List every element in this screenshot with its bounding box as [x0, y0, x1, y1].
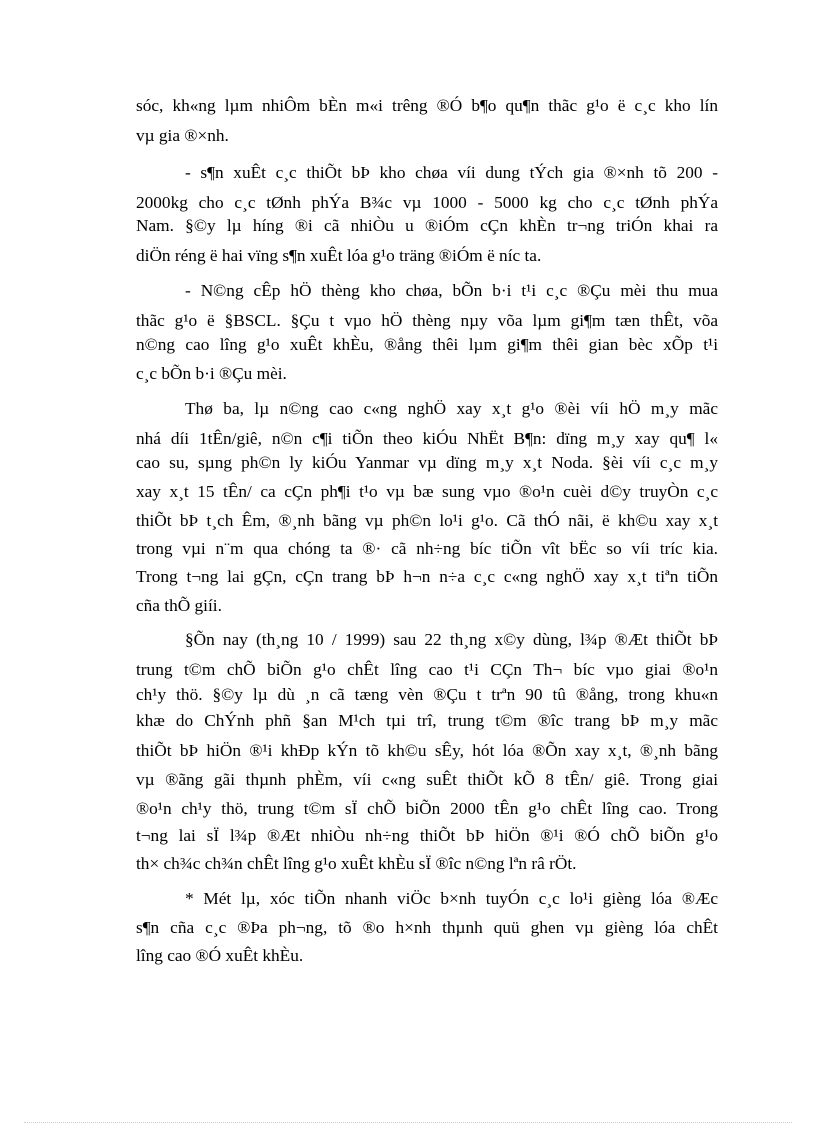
text-line: Nam. §©y lµ híng ®i cã nhiÒu u ®iÓm cÇn khÈn tr¬ng triÓn khai ra — [136, 216, 718, 235]
text-line: trung t©m chÕ biÕn g¹o chÊt lîng cao t¹i CÇn Th¬ bíc vµo giai ®o¹n — [136, 660, 718, 679]
text-line: khæ do ChÝnh phñ §an M¹ch tµi trî, trung t©m ®îc trang bÞ m¸y mãc — [136, 711, 718, 730]
text-line: th× ch¾c ch¾n chÊt lîng g¹o xuÊt khÈu sÏ ®îc n©ng lªn râ rÖt. — [136, 854, 577, 873]
text-line: lîng cao ®Ó xuÊt khÈu. — [136, 946, 304, 965]
text-line: ch¹y thö. §©y lµ dù ¸n cã tæng vèn ®Çu t trªn 90 tû ®ång, trong khu«n — [136, 685, 718, 704]
text-line: thiÕt bÞ t¸ch Êm, ®¸nh bãng vµ ph©n lo¹i g¹o. Cã thÓ nãi, ë kh©u xay x¸t — [136, 511, 718, 530]
text-line: sóc, kh«ng lµm nhiÔm bÈn m«i trêng ®Ó b¶o qu¶n thãc g¹o ë c¸c kho lín — [136, 96, 718, 115]
text-line: t¬ng lai sÏ l¾p ®Æt nhiÒu nh÷ng thiÕt bÞ hiÖn ®¹i ®Ó chÕ biÕn g¹o — [136, 826, 718, 845]
text-line: * Mét lµ, xóc tiÕn nhanh viÖc b×nh tuyÓn c¸c lo¹i gièng lóa ®Æc — [185, 889, 718, 908]
text-line: Thø ba, lµ n©ng cao c«ng nghÖ xay x¸t g¹o ®èi víi hÖ m¸y mãc — [185, 399, 718, 418]
text-line: thiÕt bÞ hiÖn ®¹i khÐp kÝn tõ kh©u sÊy, hót lóa ®Õn xay x¸t, ®¸nh bãng — [136, 741, 718, 760]
text-line: nhá díi 1tÊn/giê, n©n c¶i tiÕn theo kiÓu NhËt B¶n: dïng m¸y xay qu¶ l« — [136, 429, 718, 448]
text-line: thãc g¹o ë §BSCL. §Çu t vµo hÖ thèng nµy võa lµm gi¶m tæn thÊt, võa — [136, 311, 718, 330]
text-line: - s¶n xuÊt c¸c thiÕt bÞ kho chøa víi dung tÝch gia ®×nh tõ 200 - — [185, 163, 718, 182]
text-line: cao su, sµng ph©n ly kiÓu Yanmar vµ dïng m¸y x¸t Noda. §èi víi c¸c m¸y — [136, 453, 718, 472]
text-line: cña thÕ giíi. — [136, 596, 222, 615]
text-line: xay x¸t 15 tÊn/ ca cÇn ph¶i t¹o vµ bæ sung vµo ®o¹n cuèi d©y truyÒn c¸c — [136, 482, 718, 501]
text-line: trong vµi n¨m qua chóng ta ®· cã nh÷ng bíc tiÕn vît bËc so víi tríc kia. — [136, 539, 718, 558]
text-line: ®o¹n ch¹y thö, trung t©m sÏ chÕ biÕn 2000 tÊn g¹o chÊt lîng cao. Trong — [136, 799, 718, 818]
text-line: diÖn réng ë hai vïng s¶n xuÊt lóa g¹o träng ®iÓm ë níc ta. — [136, 246, 542, 265]
text-line: s¶n cña c¸c ®Þa ph¬ng, tõ ®o h×nh thµnh quü ghen vµ gièng lóa chÊt — [136, 918, 718, 937]
text-line: vµ gia ®×nh. — [136, 126, 229, 145]
text-line: vµ ®ãng gãi thµnh phÈm, víi c«ng suÊt thiÕt kÕ 8 tÊn/ giê. Trong giai — [136, 770, 718, 789]
text-line: c¸c bÕn b·i ®Çu mèi. — [136, 364, 287, 383]
text-line: - N©ng cÊp hÖ thèng kho chøa, bÕn b·i t¹i c¸c ®Çu mèi thu mua — [185, 281, 718, 300]
text-line: 2000kg cho c¸c tØnh phÝa B¾c vµ 1000 - 5000 kg cho c¸c tØnh phÝa — [136, 193, 718, 212]
text-line: n©ng cao lîng g¹o xuÊt khÈu, ®ång thêi lµm gi¶m thêi gian bèc xÕp t¹i — [136, 335, 718, 354]
text-line: Trong t¬ng lai gÇn, cÇn trang bÞ h¬n n÷a c¸c c«ng nghÖ xay x¸t tiªn tiÕn — [136, 567, 718, 586]
text-line: §Õn nay (th¸ng 10 / 1999) sau 22 th¸ng x©y dùng, l¾p ®Æt thiÕt bÞ — [185, 630, 718, 649]
